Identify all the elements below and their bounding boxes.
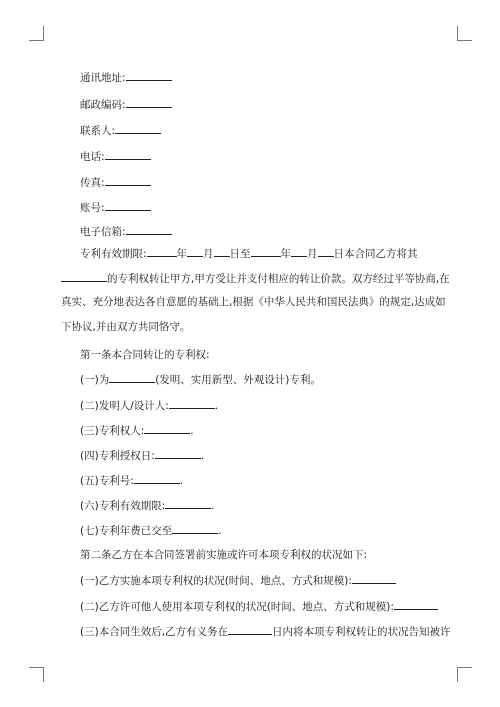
address-blank <box>126 70 172 81</box>
validity-tail: 日本合同乙方将其 <box>333 248 418 260</box>
article1-item4 <box>80 448 465 463</box>
article1-item1-pre: (一)为 <box>80 374 110 386</box>
postcode-label: 邮政编码: <box>80 99 126 111</box>
patent-number-blank <box>134 473 180 484</box>
month1-text: 月 <box>203 248 214 260</box>
validity-period-dot: . <box>211 500 215 512</box>
patentee-label: (三)专利权人: <box>80 425 145 437</box>
month2-text: 月 <box>307 248 318 260</box>
para-line-2 <box>61 295 446 309</box>
inventor-label: (二)发明人/设计人: <box>80 400 169 412</box>
validity-period-label: (六)专利有效期限: <box>80 500 166 512</box>
account-blank <box>105 200 151 211</box>
article2-item1 <box>80 573 465 588</box>
article2-item3 <box>80 624 465 639</box>
crop-mark-bottom-left <box>29 667 44 682</box>
day1-blank <box>214 246 230 257</box>
patent-number-dot: . <box>179 475 184 487</box>
validity-period-blank <box>165 498 211 509</box>
email-line <box>80 224 465 239</box>
notify-days-blank <box>228 624 272 635</box>
patentee-blank <box>61 271 107 282</box>
phone-label: 电话: <box>80 151 105 163</box>
article2-item3-post: 日内将本项专利权转让的状况告知被许 <box>272 626 451 638</box>
article1-item7 <box>80 523 465 538</box>
grant-date-blank <box>155 448 201 459</box>
year1-blank <box>147 246 177 257</box>
crop-mark-top-left <box>29 26 44 41</box>
validity-line <box>80 246 465 261</box>
license-blank <box>394 599 438 610</box>
crop-mark-bottom-right <box>457 667 472 682</box>
address-label: 通讯地址: <box>80 72 126 84</box>
grant-date-label: (四)专利授权日: <box>80 450 155 462</box>
account-line <box>80 200 465 215</box>
para-text-1: 的专利权转让甲方,甲方受让并支付相应的转让价款。双方经过平等协商,在 <box>107 273 450 285</box>
day-to-text: 日至 <box>229 248 251 260</box>
article2-item2-text: (二)乙方许可他人使用本项专利权的状况(时间、地点、方式和规模): <box>80 601 394 613</box>
fax-blank <box>105 175 151 186</box>
year2-blank <box>251 246 281 257</box>
article1-title <box>80 348 465 362</box>
grant-date-dot: . <box>200 450 205 462</box>
annual-fee-blank <box>172 523 218 534</box>
para-line-3 <box>61 320 446 334</box>
para-line-1 <box>61 271 450 286</box>
contact-person-line <box>80 123 465 138</box>
crop-mark-top-right <box>457 26 472 41</box>
annual-fee-label: (七)专利年费已交至 <box>80 525 173 537</box>
year2-text: 年 <box>280 248 292 260</box>
contact-person-label: 联系人: <box>80 125 116 137</box>
account-label: 账号: <box>80 202 105 214</box>
year1-text: 年 <box>176 248 188 260</box>
article1-item1-post: (发明、实用新型、外观设计)专利。 <box>155 374 321 386</box>
article1-item6 <box>80 498 465 513</box>
patent-type-blank <box>109 372 155 383</box>
article2-item1-text: (一)乙方实施本项专利权的状况(时间、地点、方式和规模): <box>80 575 352 587</box>
implementation-blank <box>352 573 396 584</box>
article2-item2 <box>80 599 465 614</box>
annual-fee-dot: . <box>218 525 222 537</box>
phone-blank <box>105 149 151 160</box>
validity-label: 专利有效期限: <box>80 248 147 260</box>
article1-item1 <box>80 372 465 387</box>
article1-item5 <box>80 473 465 488</box>
patentee-name-blank <box>144 423 190 434</box>
article1-title-text: 第一条本合同转让的专利权: <box>80 349 210 361</box>
address-line <box>80 70 465 85</box>
inventor-blank <box>169 398 215 409</box>
article2-title <box>80 548 465 562</box>
article1-item2 <box>80 398 465 413</box>
fax-label: 传真: <box>80 177 105 189</box>
contact-person-blank <box>115 123 161 134</box>
inventor-dot: . <box>214 400 219 412</box>
phone-line <box>80 149 465 164</box>
article1-item3 <box>80 423 465 438</box>
patentee-dot: . <box>190 425 194 437</box>
month1-blank <box>187 246 203 257</box>
para-text-2: 真实、充分地表达各自意愿的基础上,根据《中华人民共和国民法典》的规定,达成如 <box>61 296 446 308</box>
postcode-line <box>80 97 465 112</box>
fax-line <box>80 175 465 190</box>
article2-title-text: 第二条乙方在本合同签署前实施或许可本项专利权的状况如下: <box>80 549 368 561</box>
email-label: 电子信箱: <box>80 226 126 238</box>
month2-blank <box>291 246 307 257</box>
day2-blank <box>318 246 334 257</box>
postcode-blank <box>126 97 172 108</box>
article2-item3-pre: (三)本合同生效后,乙方有义务在 <box>80 626 229 638</box>
email-blank <box>126 224 172 235</box>
patent-number-label: (五)专利号: <box>80 475 134 487</box>
para-text-3: 下协议,并由双方共同恪守。 <box>61 321 191 333</box>
